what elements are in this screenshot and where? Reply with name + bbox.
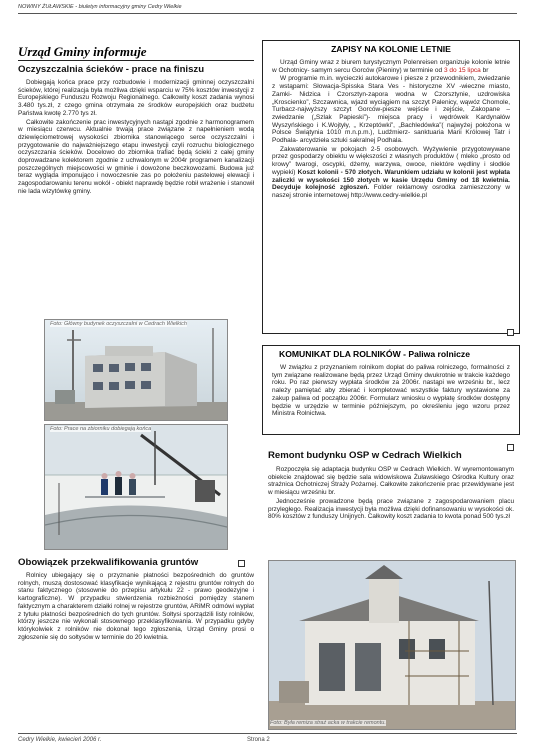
photo-fire-station-image [269, 561, 515, 729]
footer-page-number: Strona 2 [247, 737, 270, 743]
box-farmers-fuel-p1: W związku z przyznaniem rolnikom dopłat do paliwa rolniczego, formalności z tym związane realizowane będą przez Urząd Gminy dwukrotnie w trakcie każdego roku. Po raz pierwszy wypłata środków za 2006r. nastąpi we wrześniu br., lecz należy pamiętać aby zbierać i kompletować wszystkie faktury wystawione za zakup paliwa od początku 2006r. Formularz wniosku o wypłatę środków dostępny będzie w urzędzie w terminie późniejszym, po określeniu jego wzoru przez Ministra Rolnictwa. [272, 364, 510, 418]
section-marker-icon [507, 444, 514, 451]
section-marker-icon [238, 560, 245, 567]
article-osp-body [268, 466, 514, 522]
camp-date-highlight: 3 do 15 lipca [443, 66, 481, 74]
box-farmers-fuel-title: KOMUNIKAT DLA ROLNIKÓW - Paliwa rolnicze [279, 349, 470, 359]
photo-fire-station-caption: Foto: Była remiza straż acka w trakcie remontu. [270, 720, 386, 726]
article-osp-title: Remont budynku OSP w Cedrach Wielkich [268, 450, 462, 461]
box-farmers-fuel-body [272, 364, 510, 418]
photo-fire-station [268, 560, 516, 730]
section-marker-icon [507, 329, 514, 336]
camp-cost-notice: Koszt kolonii - 570 złotych. Warunkiem udziału w kolonii jest wpłata zaliczki w wysokości 150 złotych w kasie Urzędu Gminy od 18 kwietnia. Decyduje kolejność zgłoszeń. [272, 168, 510, 192]
box-summer-camp-p1: Urząd Gminy wraz z biurem turystycznym Polenreisen organizuje kolonie letnie w Ochotnicy- samym sercu Gorców (Pieniny) w terminie od 3 do 15 lipca br [272, 59, 510, 74]
box-summer-camp-p3: Zakwaterowanie w pokojach 2-5 osobowych. Wyżywienie przygotowywane przez gospodarzy obiektu w większości z własnych produktów ( mleko „prosto od krowy” twarogi, oscypki, dżemy, warzywa, owoce, niektóre wędliny i słodkie wypieki) Koszt kolonii - 570 złotych. Warunkiem udziału w kolonii jest wpłata zaliczki w wysokości 150 złotych w kasie Urzędu Gminy od 18 kwietnia. Decyduje kolejność zgłoszeń. Folder reklamowy osrodka zamieszczony w naszej stronie internetowej http://www.cedry-wielkie.pl [272, 145, 511, 199]
photo-tank-works [44, 424, 228, 550]
photo-tank-works-image [45, 425, 227, 549]
article-sewage-p2: Całkowite zakończenie prac inwestycyjnych nastąpi zgodnie z harmonogramem w miesiącu czerwcu. Aktualnie trwają prace związane z napełnieniem wodą dziewięciometrowej wysokości zbiornika stanowiącego serce oczyszczalni i przygotowanie do najważniejszego etapu inwestycji czyli rozruchu biologicznego oczyszczania ścieków. Docelowo do zbiornika trafiać będą ścieki z całej gminy doprowadzane kolektorem zgodnie z uchwalonym w 2004r programem kanalizacji poszczególnych miejscowości w gminie i dowożone beczkowozami. Budowa już teraz wygląda imponująco i nowoczesnie zas po położeniu pastelowej elewacji i zagospodarowaniu terenu wokół - obiekt naprawdę będzie robił wrażenie i stanowił nie lada wizytówkę gminy. [18, 118, 254, 195]
box-summer-camp-body [272, 59, 510, 200]
article-land-p1: Rolnicy ubiegający się o przyznanie płatności bezpośrednich do gruntów rolnych, muszą dostosować klasyfikacje wynikającą z rejestru gruntów rolnych do stanu faktycznego (stosownie do przepisu artykułu 22 - prawo geodezyjne i kartograficzne). W przypadku stwierdzenia rozbieżności pomiędzy stanem faktycznym a charakterem działki rolnej w rejestrze gruntów, ARiMR odmówi wypłat z tytułu płatności bezpośrednich do tych gruntów. Sołtysi sporządzili listy rolników, którzy jeszcze nie wykonali stosownego przeklasyfikowania. W przypadku gdyby którykolwiek z rolników nie dokonał tego zgłoszenia, Urząd Gminy prosi o zgłoszenie się do sołtysów w terminie do 20 kwietnia. [18, 572, 254, 641]
article-sewage-p1: Dobiegają końca prace przy rozbudowie i modernizacji gminnej oczyszczalni ścieków, której realizacja była możliwa dzięki wsparciu w 75% kosztów inwestycji z Europejskiego Funduszu Rozwoju Regionalnego. Całkowity koszt zadania wynosi 3.480 tys.zł, z czego gmina otrzymała ze środków europejskich oraz budżetu Państwa kwotę 2.770 tys zł. [18, 79, 254, 117]
photo-tank-works-caption: Foto: Prace na zbiorniku dobiegają końca [50, 426, 152, 432]
article-osp-p1: Rozpoczęła się adaptacja budynku OSP w Cedrach Wielkich. W wyremontowanym obiekcie znajdować się będzie sala widowiskowa Żuławskiego Ośrodka Kultury oraz strażnica Ochotniczej Straży Pożarnej. Całkowite zakończenie prac przewidywane jest w miesiącu wrześniu br. [268, 466, 514, 497]
photo-sewage-building-caption: Foto: Główny budynek oczyszczalni w Cedrach Wielkich [50, 321, 187, 327]
article-land-title: Obowiązek przekwalifikowania gruntów [18, 557, 199, 568]
newsletter-header: NOWINY ŻUŁAWSKIE - biuletyn informacyjny gminy Cedry Wielkie [18, 4, 182, 10]
section-title: Urząd Gminy informuje [18, 44, 147, 59]
box-summer-camp [262, 40, 520, 334]
article-sewage-body [18, 79, 254, 197]
footer-rule [18, 733, 517, 734]
article-sewage-title: Oczyszczalnia ścieków - prace na finiszu [18, 64, 205, 75]
section-rule [18, 60, 254, 61]
photo-sewage-building [44, 319, 228, 421]
photo-sewage-building-image [45, 320, 227, 420]
header-rule [18, 13, 517, 14]
article-osp-p2: Jednocześnie prowadzone będą prace związane z zagospodarowaniem placu przyległego. Realizacja inwestycji była możliwa dzięki dofinansowaniu w wysokości ok. 80% kosztów z funduszy Unijnych. Całkowity koszt zadania to kwota ponad 500 tys.zł [268, 497, 514, 521]
box-summer-camp-title: ZAPISY NA KOLONIE LETNIE [331, 44, 451, 54]
box-farmers-fuel [262, 345, 520, 435]
article-land-body [18, 572, 254, 642]
box-summer-camp-p2: W programie m.in. wycieczki autokarowe i piesze z przewodnikiem, zwiedzanie z wstąpami: Słowacja-Spisska Stara Ves - historyczne XV -wieczne miasto, Zamki- Nidzica i Czorsztyn-zapora wodna w Czorsztynie, uzdrowiska „Kroscienko”, Szczawnica, wjazd wyciągiem na szczyt Palenicy, wąwóz Chomole, Turbacz-najwyższy szczyt Gorców-piesze wejście i zejście, Zakopane – zwiedzanie („Szlak Papieski”)- miejsca pracy i wędrówek Kardynałów Wyszyńskiego i K.Wojtyły, „ Krzeptówki”, „Bachledówka”( najwyżej położona w Polsce Świątynia 1010 m.n.p.m.), Ludźmierz- sanktuaria Marii Królowej Tatr i Podhala- arcydzieła sztuki sakralnej Podhala. [272, 75, 510, 145]
footer-issue-date: Cedry Wielkie, kwiecień 2006 r. [18, 737, 102, 743]
